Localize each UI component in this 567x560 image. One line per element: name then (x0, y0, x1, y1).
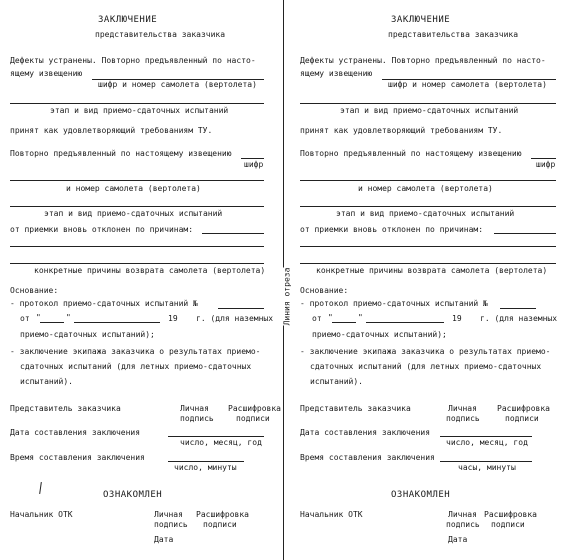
left-repeat-presented: Повторно предъявленный по настоящему извещению (10, 149, 232, 158)
right-from: от (312, 314, 322, 323)
left-month-field[interactable] (74, 322, 160, 323)
right-basis: Основание: (300, 286, 349, 295)
left-time-label: Время составления заключения (10, 453, 145, 462)
left-year: 19 (168, 314, 178, 323)
right-personal: Личная (448, 404, 477, 413)
right-year: 19 (452, 314, 462, 323)
left-cipher-hint: шифр (244, 160, 264, 169)
left-reasons-field-1[interactable] (202, 233, 264, 234)
left-date-hint: число, месяц, год (180, 438, 262, 447)
left-otk-personal: Личная (154, 510, 183, 519)
right-otk-signature-gen: подписи (491, 520, 525, 529)
right-stage-hint: этап и вид приемо-сдаточных испытаний (340, 106, 519, 115)
left-accepted: принят как удовлетворяющий требованиям ТУ. (10, 126, 213, 135)
cut-line-label: Линия отреза (282, 267, 292, 326)
right-protocol: - протокол приемо-сдаточных испытаний № (300, 299, 488, 308)
left-reasons-field-3[interactable] (10, 263, 264, 264)
left-stage2-field[interactable] (10, 206, 264, 207)
left-day-field[interactable] (40, 322, 64, 323)
right-return-reasons-hint: конкретные причины возврата самолета (вертолета) (316, 266, 548, 275)
left-return-reasons-hint: конкретные причины возврата самолета (вертолета) (34, 266, 266, 275)
right-time-label: Время составления заключения (300, 453, 435, 462)
right-otk-decoding: Расшифровка (484, 510, 537, 519)
left-stage-hint: этап и вид приемо-сдаточных испытаний (50, 106, 229, 115)
right-quote-open: " (328, 313, 333, 322)
right-reasons-field-2[interactable] (300, 246, 556, 247)
left-date-field[interactable] (168, 436, 264, 437)
left-defects-line2: ящему извещению (10, 69, 83, 78)
left-cipher-field[interactable] (241, 158, 264, 159)
right-stage2-field[interactable] (300, 206, 556, 207)
right-time-hint: часы, минуты (458, 463, 516, 472)
right-subtitle: представительства заказчика (388, 30, 519, 39)
left-stage2-hint: этап и вид приемо-сдаточных испытаний (44, 209, 223, 218)
right-date-word: Дата (448, 535, 468, 544)
right-ground-tests: приемо-сдаточных испытаний); (312, 330, 447, 339)
right-time-field[interactable] (440, 461, 532, 462)
left-date-label: Дата составления заключения (10, 428, 141, 437)
right-reasons-field-1[interactable] (494, 233, 556, 234)
left-for-ground: г. (для наземных (196, 314, 274, 323)
left-aircraft-field[interactable] (10, 180, 264, 181)
left-defects-line1: Дефекты устранены. Повторно предъявленный по насто- (10, 56, 256, 65)
right-day-field[interactable] (332, 322, 356, 323)
right-for-ground: г. (для наземных (480, 314, 558, 323)
right-cipher-hint: шифр (536, 160, 556, 169)
left-personal: Личная (180, 404, 209, 413)
right-signature-gen: подписи (505, 414, 539, 423)
right-defects-line1: Дефекты устранены. Повторно предъявленный по насто- (300, 56, 546, 65)
left-reasons-field-2[interactable] (10, 246, 264, 247)
right-familiarized: ОЗНАКОМЛЕН (391, 490, 451, 500)
right-crew-1: - заключение экипажа заказчика о результатах приемо- (300, 347, 551, 356)
right-crew-2: сдаточных испытаний (для летных приемо-сдаточных (310, 362, 542, 371)
right-stage-field[interactable] (300, 103, 556, 104)
left-decoding: Расшифровка (228, 404, 281, 413)
left-date-word: Дата (154, 535, 174, 544)
right-decoding: Расшифровка (497, 404, 550, 413)
left-crew-2: сдаточных испытаний (для летных приемо-сдаточных (20, 362, 252, 371)
right-accepted: принят как удовлетворяющий требованиям ТУ. (300, 126, 503, 135)
right-rejected: от приемки вновь отклонен по причинам: (300, 225, 484, 234)
right-aircraft-hint: и номер самолета (вертолета) (358, 184, 493, 193)
right-otk-personal: Личная (448, 510, 477, 519)
left-customer-rep: Представитель заказчика (10, 404, 121, 413)
right-otk-head: Начальник ОТК (300, 510, 363, 519)
left-stage-field[interactable] (10, 103, 264, 104)
right-otk-signature: подпись (446, 520, 480, 529)
right-signature: подпись (446, 414, 480, 423)
left-rejected: от приемки вновь отклонен по причинам: (10, 225, 194, 234)
right-date-label: Дата составления заключения (300, 428, 431, 437)
right-title: ЗАКЛЮЧЕНИЕ (391, 15, 451, 25)
right-date-field[interactable] (440, 436, 532, 437)
right-cipher-aircraft-hint: шифр и номер самолета (вертолета) (388, 80, 547, 89)
left-signature-gen: подписи (236, 414, 270, 423)
right-protocol-number-field[interactable] (500, 308, 536, 309)
left-title: ЗАКЛЮЧЕНИЕ (98, 15, 158, 25)
right-quote-close: " (358, 313, 363, 322)
right-date-hint: число, месяц, год (446, 438, 528, 447)
left-cipher-aircraft-hint: шифр и номер самолета (вертолета) (98, 80, 257, 89)
left-aircraft-hint: и номер самолета (вертолета) (66, 184, 201, 193)
right-cipher-field[interactable] (531, 158, 556, 159)
left-protocol: - протокол приемо-сдаточных испытаний № (10, 299, 198, 308)
left-otk-head: Начальник ОТК (10, 510, 73, 519)
left-from: от (20, 314, 30, 323)
left-otk-decoding: Расшифровка (196, 510, 249, 519)
left-familiarized: ОЗНАКОМЛЕН (103, 490, 163, 500)
left-basis: Основание: (10, 286, 59, 295)
left-time-field[interactable] (168, 461, 244, 462)
right-crew-3: испытаний). (310, 377, 363, 386)
left-pen-mark (39, 482, 42, 494)
left-ground-tests: приемо-сдаточных испытаний); (20, 330, 155, 339)
right-defects-line2: ящему извещению (300, 69, 373, 78)
right-month-field[interactable] (366, 322, 444, 323)
left-crew-3: испытаний). (20, 377, 73, 386)
left-quote-open: " (36, 313, 41, 322)
left-protocol-number-field[interactable] (218, 308, 264, 309)
right-repeat-presented: Повторно предъявленный по настоящему извещению (300, 149, 522, 158)
left-subtitle: представительства заказчика (95, 30, 226, 39)
left-otk-signature-gen: подписи (203, 520, 237, 529)
right-aircraft-field[interactable] (300, 180, 556, 181)
left-crew-1: - заключение экипажа заказчика о результатах приемо- (10, 347, 261, 356)
left-quote-close: " (66, 313, 71, 322)
left-time-hint: число, минуты (174, 463, 237, 472)
left-otk-signature: подпись (154, 520, 188, 529)
right-customer-rep: Представитель заказчика (300, 404, 411, 413)
right-stage2-hint: этап и вид приемо-сдаточных испытаний (336, 209, 515, 218)
left-signature: подпись (180, 414, 214, 423)
right-reasons-field-3[interactable] (300, 263, 556, 264)
